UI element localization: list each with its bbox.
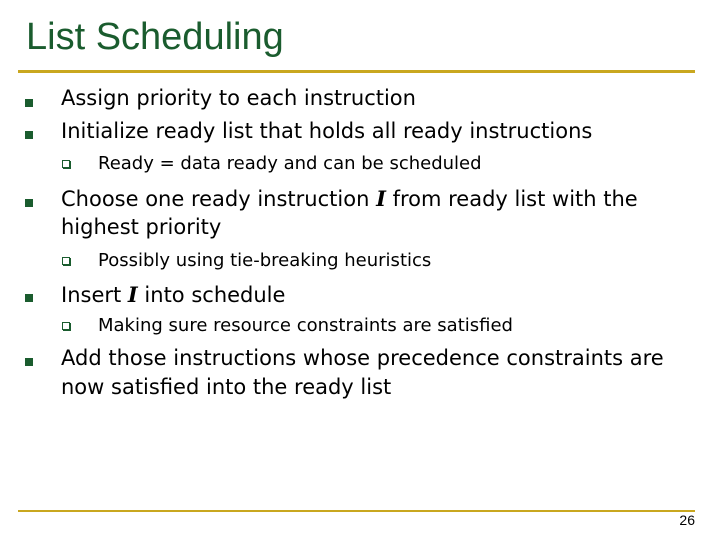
bullet-marker <box>25 358 33 366</box>
bullet-text-continuation: highest priority <box>61 215 222 239</box>
page-number: 26 <box>679 512 695 528</box>
bullet-text: Initialize ready list that holds all ready instructions <box>61 119 593 143</box>
slide-title: List Scheduling <box>26 16 284 58</box>
sub-bullet-text: Possibly using tie-breaking heuristics <box>98 250 432 271</box>
bullet-text-part: from ready list with the <box>385 187 638 211</box>
bullet-marker <box>25 199 33 207</box>
sub-bullet-marker <box>62 322 70 330</box>
bullet-marker <box>25 99 33 107</box>
bullet-marker <box>25 294 33 302</box>
sub-bullet-text: Making sure resource constraints are satisfied <box>98 315 513 336</box>
bullet-text <box>61 184 638 214</box>
bullet-text-part: Insert <box>61 283 128 307</box>
sub-bullet-marker <box>62 160 70 168</box>
bullet-text-part: Choose one ready instruction <box>61 187 377 211</box>
bullet-text: Assign priority to each instruction <box>61 86 416 110</box>
bullet-marker <box>25 131 33 139</box>
variable-i: I <box>376 186 386 211</box>
bullet-text <box>61 280 285 310</box>
bullet-text-part: into schedule <box>137 283 286 307</box>
sub-bullet-marker <box>62 257 70 265</box>
footer-divider <box>18 510 695 512</box>
bullet-text: Add those instructions whose precedence constraints are <box>61 346 664 370</box>
title-divider <box>18 70 695 73</box>
bullet-text-continuation: now satisfied into the ready list <box>61 375 392 399</box>
variable-i: I <box>127 282 138 307</box>
sub-bullet-text: Ready = data ready and can be scheduled <box>98 153 482 174</box>
